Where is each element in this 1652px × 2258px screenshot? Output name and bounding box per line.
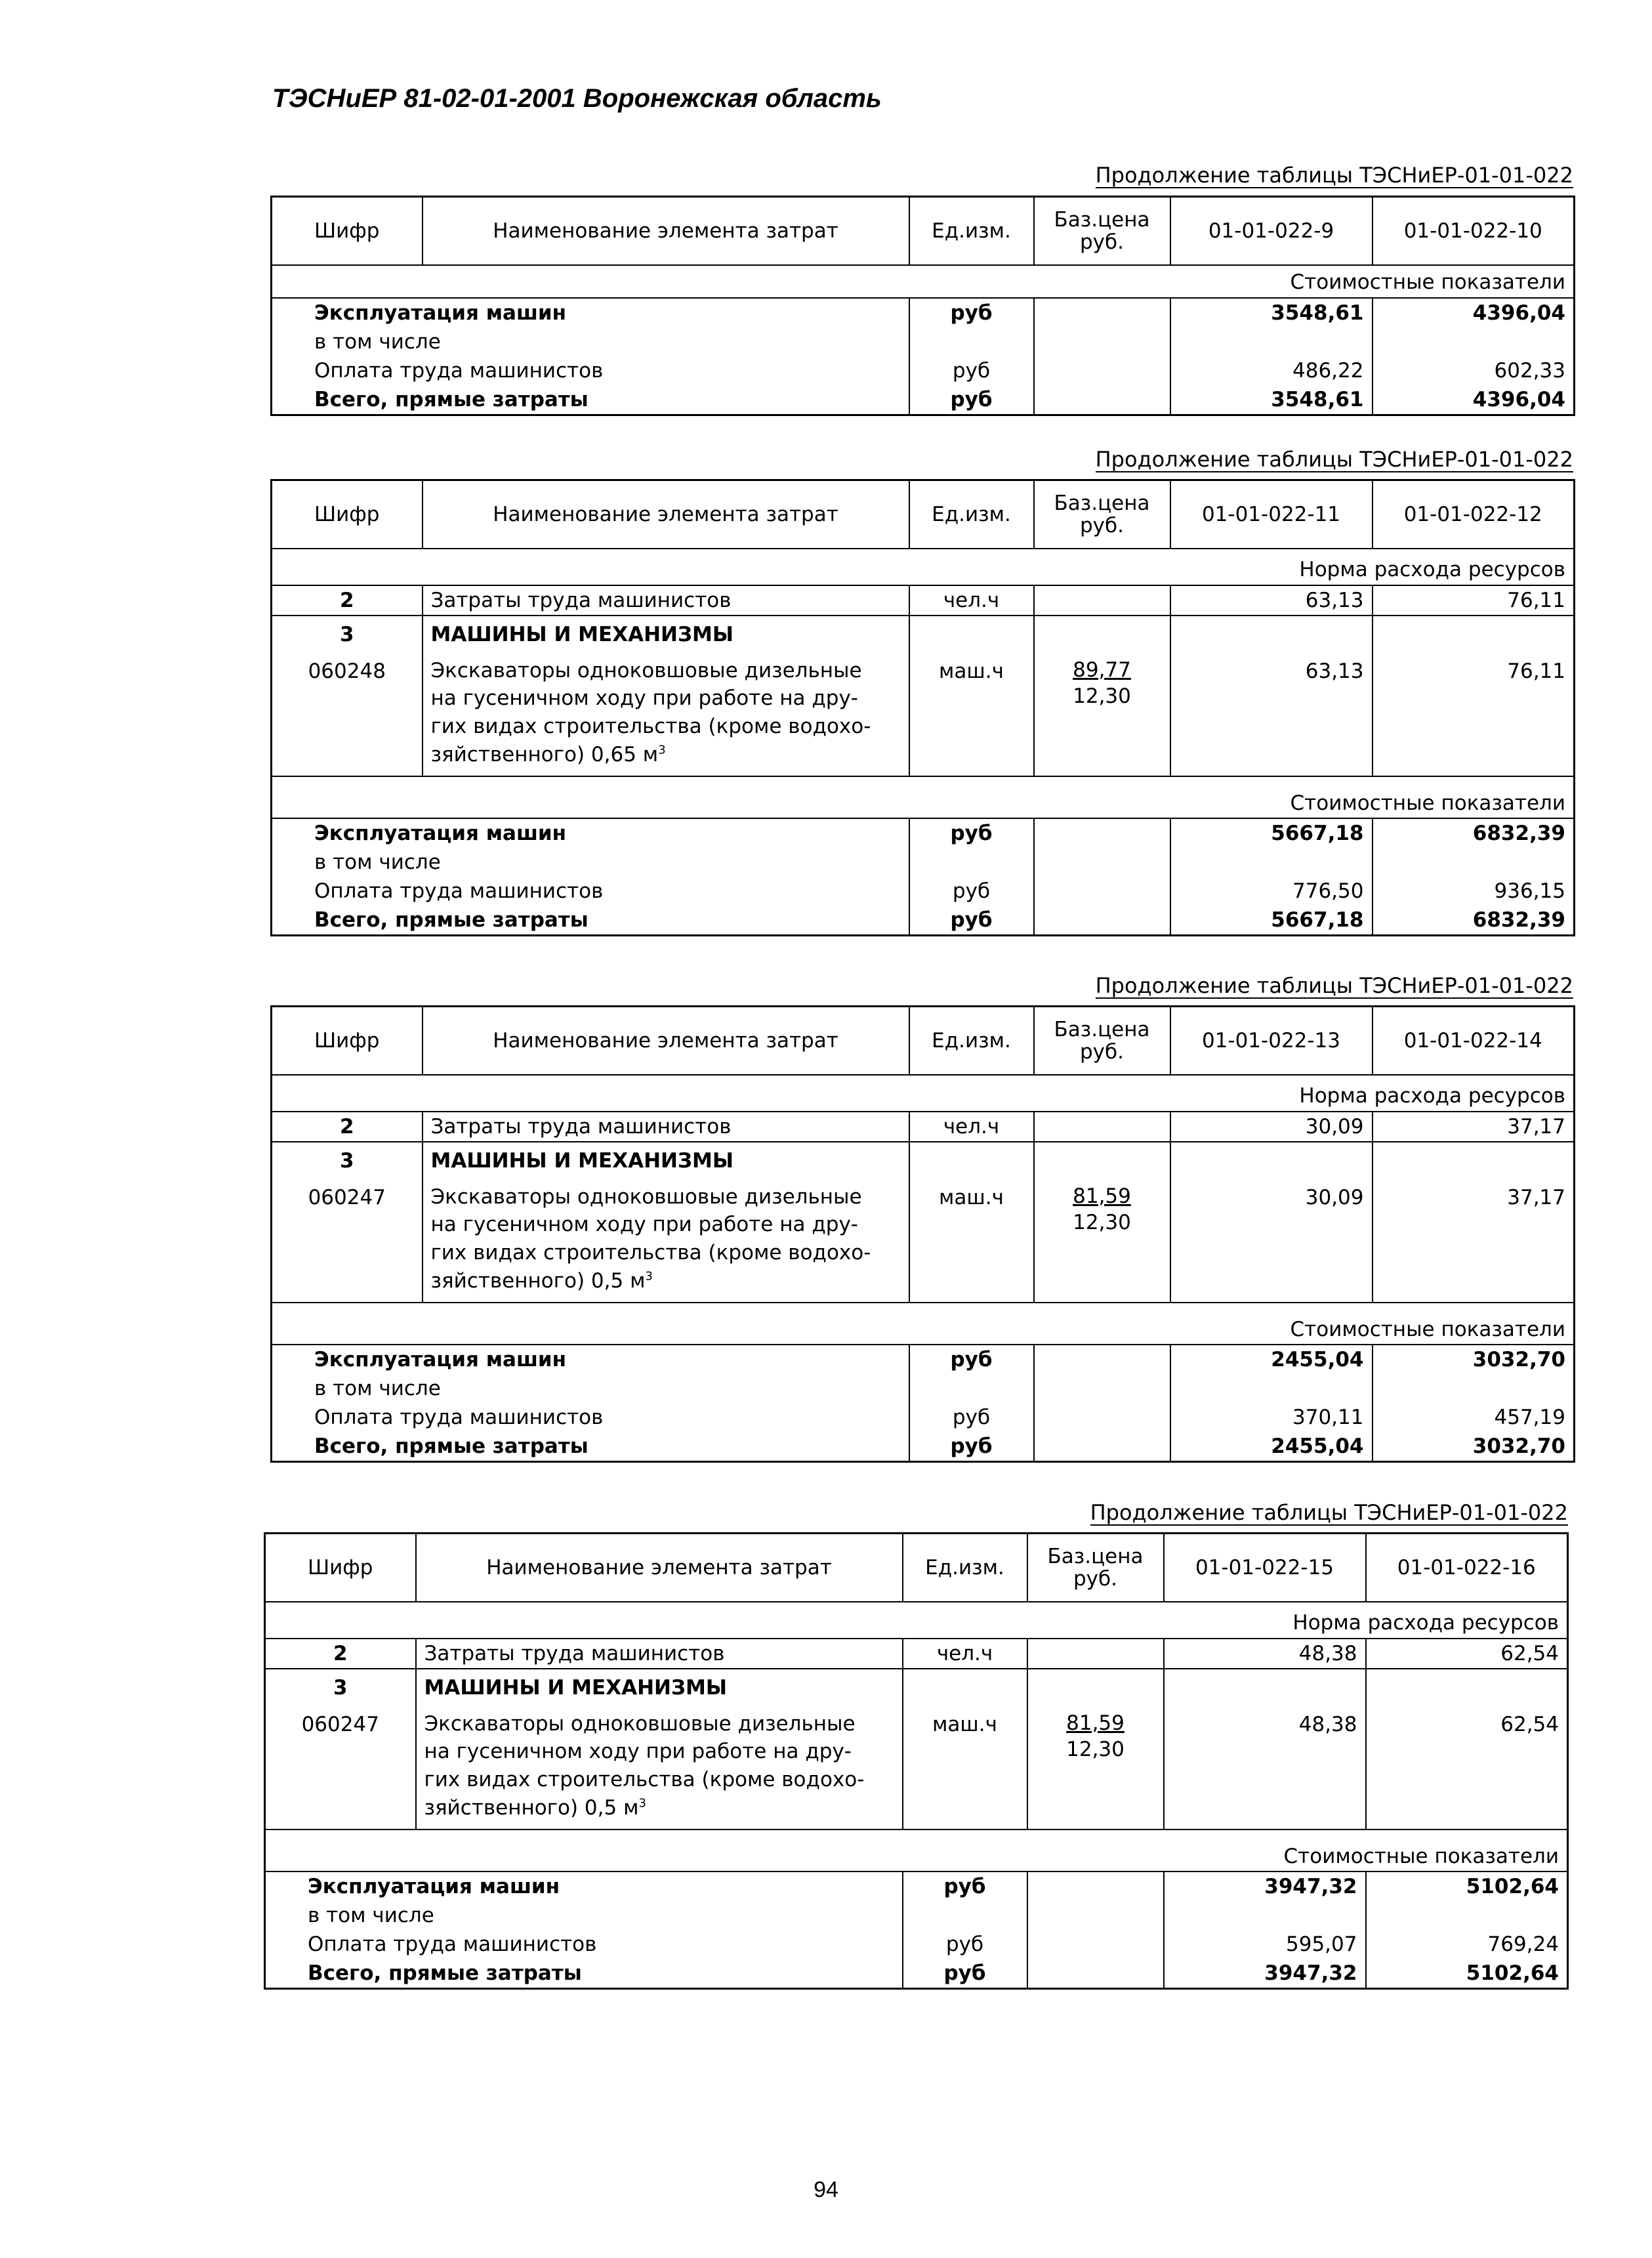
table-caption: Продолжение таблицы ТЭСНиЕР-01-01-022	[1095, 163, 1573, 188]
table-row	[265, 1669, 1568, 1702]
header-base-price: Баз.цена руб.	[1034, 480, 1170, 549]
row-value-b: 457,19	[1494, 1405, 1565, 1429]
row-code: 060247	[272, 1175, 423, 1303]
row-value-b: 5102,64	[1466, 1961, 1559, 1985]
row-name: МАШИНЫ И МЕХАНИЗМЫ	[423, 1142, 909, 1175]
row-value-a: 776,50	[1170, 877, 1373, 906]
row-value-a: 3947,32	[1164, 1959, 1366, 1989]
row-value-a: 3548,61	[1170, 385, 1373, 415]
header-col-a: 01-01-022-9	[1170, 197, 1373, 265]
header-col-b: 01-01-022-10	[1403, 219, 1542, 243]
row-value-a: 63,13	[1170, 585, 1373, 616]
row-label: Оплата труда машинистов	[272, 1403, 909, 1432]
row-value-b: 62,54	[1366, 1639, 1568, 1669]
row-label: Оплата труда машинистов	[272, 877, 909, 906]
row-value-b: 3032,70	[1373, 1345, 1575, 1374]
row-name: Экскаваторы одноковшовые дизельные на гусеничном ходу при работе на дру- гих видах строительства (кроме водохо- зяйственного) 0,5 $м^3$	[423, 1175, 909, 1303]
row-unit: руб	[909, 1432, 1034, 1462]
cost-band: Стоимостные показатели	[272, 265, 1575, 298]
table-row	[272, 848, 1575, 877]
table-row	[272, 327, 1575, 356]
row-value-b: 769,24	[1487, 1932, 1559, 1956]
row-value-a: 370,11	[1170, 1403, 1373, 1432]
row-label: Эксплуатация машин	[265, 1871, 903, 1901]
row-value-b: 76,11	[1373, 585, 1575, 616]
row-value-b: 4396,04	[1472, 387, 1565, 411]
cost-band: Стоимостные показатели	[265, 1829, 1568, 1871]
row-value-b: 5102,64	[1366, 1871, 1568, 1901]
row-label: Всего, прямые затраты	[272, 906, 909, 936]
row-value-b: 76,11	[1507, 659, 1565, 683]
row-code: 3	[272, 616, 423, 649]
row-unit: руб	[909, 906, 1034, 936]
table-row	[272, 298, 1575, 327]
header-col-a: 01-01-022-15	[1164, 1534, 1366, 1602]
row-value-a: 2455,04	[1170, 1345, 1373, 1374]
table-row	[265, 1639, 1568, 1669]
table-caption: Продолжение таблицы ТЭСНиЕР-01-01-022	[1095, 973, 1573, 998]
row-unit: чел.ч	[909, 585, 1034, 616]
header-unit: Ед.изм.	[909, 1007, 1034, 1075]
row-code: 060248	[272, 649, 423, 776]
row-label: в том числе	[265, 1901, 903, 1930]
row-code: 2	[265, 1639, 416, 1669]
header-base-price: Баз.цена руб.	[1027, 1534, 1164, 1602]
table-row	[272, 1112, 1575, 1142]
row-unit: руб	[903, 1871, 1027, 1901]
row-code: 3	[272, 1142, 423, 1175]
row-name: МАШИНЫ И МЕХАНИЗМЫ	[423, 616, 909, 649]
header-col-b: 01-01-022-12	[1403, 502, 1542, 526]
row-base-price: 89,77 12,30	[1034, 649, 1170, 776]
row-value-a: 63,13	[1170, 649, 1373, 776]
row-label: в том числе	[272, 1374, 909, 1403]
row-code: 060247	[265, 1702, 416, 1829]
table-row	[272, 1403, 1575, 1432]
row-unit: маш.ч	[909, 649, 1034, 776]
row-unit: руб	[909, 1403, 1034, 1432]
norm-band: Норма расхода ресурсов	[272, 1075, 1575, 1112]
row-name: Экскаваторы одноковшовые дизельные на гусеничном ходу при работе на дру- гих видах строительства (кроме водохо- зяйственного) 0,65 $м^3$	[423, 649, 909, 776]
table-row	[265, 1871, 1568, 1901]
row-name: Затраты труда машинистов	[423, 1112, 909, 1142]
norm-table	[270, 1005, 1575, 1463]
row-label: Всего, прямые затраты	[265, 1959, 903, 1989]
table-row	[265, 1702, 1568, 1829]
row-value-b: 6832,39	[1472, 908, 1565, 932]
row-label: Оплата труда машинистов	[265, 1930, 903, 1959]
header-unit: Ед.изм.	[903, 1534, 1027, 1602]
table-row	[272, 906, 1575, 936]
row-unit: руб	[903, 1959, 1027, 1989]
row-code: 3	[265, 1669, 416, 1702]
table-row	[272, 616, 1575, 649]
row-value-a: 30,09	[1170, 1175, 1373, 1303]
header-col-a: 01-01-022-13	[1170, 1007, 1373, 1075]
row-value-a: 486,22	[1170, 356, 1373, 385]
header-shifr: Шифр	[265, 1534, 416, 1602]
row-unit: руб	[903, 1930, 1027, 1959]
table-row	[265, 1930, 1568, 1959]
row-value-a: 48,38	[1164, 1639, 1366, 1669]
norm-band: Норма расхода ресурсов	[272, 549, 1575, 585]
row-unit: руб	[909, 356, 1034, 385]
table-caption: Продолжение таблицы ТЭСНиЕР-01-01-022	[1090, 1500, 1568, 1525]
table-row	[272, 385, 1575, 415]
row-name: Затраты труда машинистов	[423, 585, 909, 616]
table-row	[272, 585, 1575, 616]
header-unit: Ед.изм.	[909, 480, 1034, 549]
row-unit: чел.ч	[903, 1639, 1027, 1669]
row-unit: руб	[909, 298, 1034, 327]
header-shifr: Шифр	[272, 197, 423, 265]
table-row	[272, 818, 1575, 848]
header-col-a: 01-01-022-11	[1170, 480, 1373, 549]
row-name: МАШИНЫ И МЕХАНИЗМЫ	[416, 1669, 903, 1702]
header-name: Наименование элемента затрат	[423, 480, 909, 549]
table-row	[272, 1175, 1575, 1303]
row-unit: руб	[909, 877, 1034, 906]
row-value-b: 602,33	[1494, 358, 1565, 383]
row-label: в том числе	[272, 848, 909, 877]
header-col-b: 01-01-022-16	[1397, 1555, 1536, 1579]
header-shifr: Шифр	[272, 1007, 423, 1075]
row-label: Эксплуатация машин	[272, 1345, 909, 1374]
row-unit: руб	[909, 818, 1034, 848]
norm-table	[270, 479, 1575, 936]
table-row	[272, 1374, 1575, 1403]
table-row	[265, 1901, 1568, 1930]
row-value-b: 3032,70	[1472, 1434, 1565, 1458]
row-value-a: 3947,32	[1164, 1871, 1366, 1901]
row-base-price: 81,59 12,30	[1034, 1175, 1170, 1303]
row-value-b: 936,15	[1494, 879, 1565, 903]
row-label: Эксплуатация машин	[272, 298, 909, 327]
header-unit: Ед.изм.	[909, 197, 1034, 265]
row-unit: руб	[909, 1345, 1034, 1374]
row-name: Экскаваторы одноковшовые дизельные на гусеничном ходу при работе на дру- гих видах строительства (кроме водохо- зяйственного) 0,5 $м^3$	[416, 1702, 903, 1829]
row-value-b: 37,17	[1373, 1112, 1575, 1142]
row-value-b: 37,17	[1507, 1185, 1565, 1209]
row-base-price: 81,59 12,30	[1027, 1702, 1164, 1829]
table-row	[272, 877, 1575, 906]
header-name: Наименование элемента затрат	[423, 1007, 909, 1075]
table-row	[265, 1959, 1568, 1989]
row-unit: руб	[909, 385, 1034, 415]
row-value-b: 62,54	[1500, 1712, 1559, 1736]
cost-band: Стоимостные показатели	[272, 776, 1575, 818]
header-base-price: Баз.цена руб.	[1034, 1007, 1170, 1075]
row-value-a: 5667,18	[1170, 906, 1373, 936]
header-col-b: 01-01-022-14	[1403, 1028, 1542, 1053]
row-value-a: 5667,18	[1170, 818, 1373, 848]
header-base-price: Баз.цена руб.	[1034, 197, 1170, 265]
row-value-b: 4396,04	[1373, 298, 1575, 327]
row-unit: чел.ч	[909, 1112, 1034, 1142]
table-row	[272, 1432, 1575, 1462]
cost-band: Стоимостные показатели	[272, 1303, 1575, 1345]
row-label: Всего, прямые затраты	[272, 385, 909, 415]
row-unit: маш.ч	[909, 1175, 1034, 1303]
table-row	[272, 356, 1575, 385]
page-number: 94	[814, 2177, 838, 2202]
header-shifr: Шифр	[272, 480, 423, 549]
row-code: 2	[272, 1112, 423, 1142]
header-name: Наименование элемента затрат	[416, 1534, 903, 1602]
norm-band: Норма расхода ресурсов	[265, 1602, 1568, 1639]
row-value-a: 48,38	[1164, 1702, 1366, 1829]
table-caption: Продолжение таблицы ТЭСНиЕР-01-01-022	[1095, 447, 1573, 472]
row-value-b: 6832,39	[1373, 818, 1575, 848]
row-code: 2	[272, 585, 423, 616]
norm-table	[264, 1532, 1569, 1990]
page-title: ТЭСНиЕР 81-02-01-2001 Воронежская область	[272, 84, 882, 113]
row-name: Затраты труда машинистов	[416, 1639, 903, 1669]
row-label: Всего, прямые затраты	[272, 1432, 909, 1462]
row-unit: маш.ч	[903, 1702, 1027, 1829]
row-value-a: 30,09	[1170, 1112, 1373, 1142]
norm-table	[270, 196, 1575, 416]
table-row	[272, 1142, 1575, 1175]
row-value-a: 2455,04	[1170, 1432, 1373, 1462]
header-name: Наименование элемента затрат	[423, 197, 909, 265]
table-row	[272, 649, 1575, 776]
row-label: в том числе	[272, 327, 909, 356]
row-value-a: 3548,61	[1170, 298, 1373, 327]
table-row	[272, 1345, 1575, 1374]
row-value-a: 595,07	[1164, 1930, 1366, 1959]
row-label: Эксплуатация машин	[272, 818, 909, 848]
row-label: Оплата труда машинистов	[272, 356, 909, 385]
